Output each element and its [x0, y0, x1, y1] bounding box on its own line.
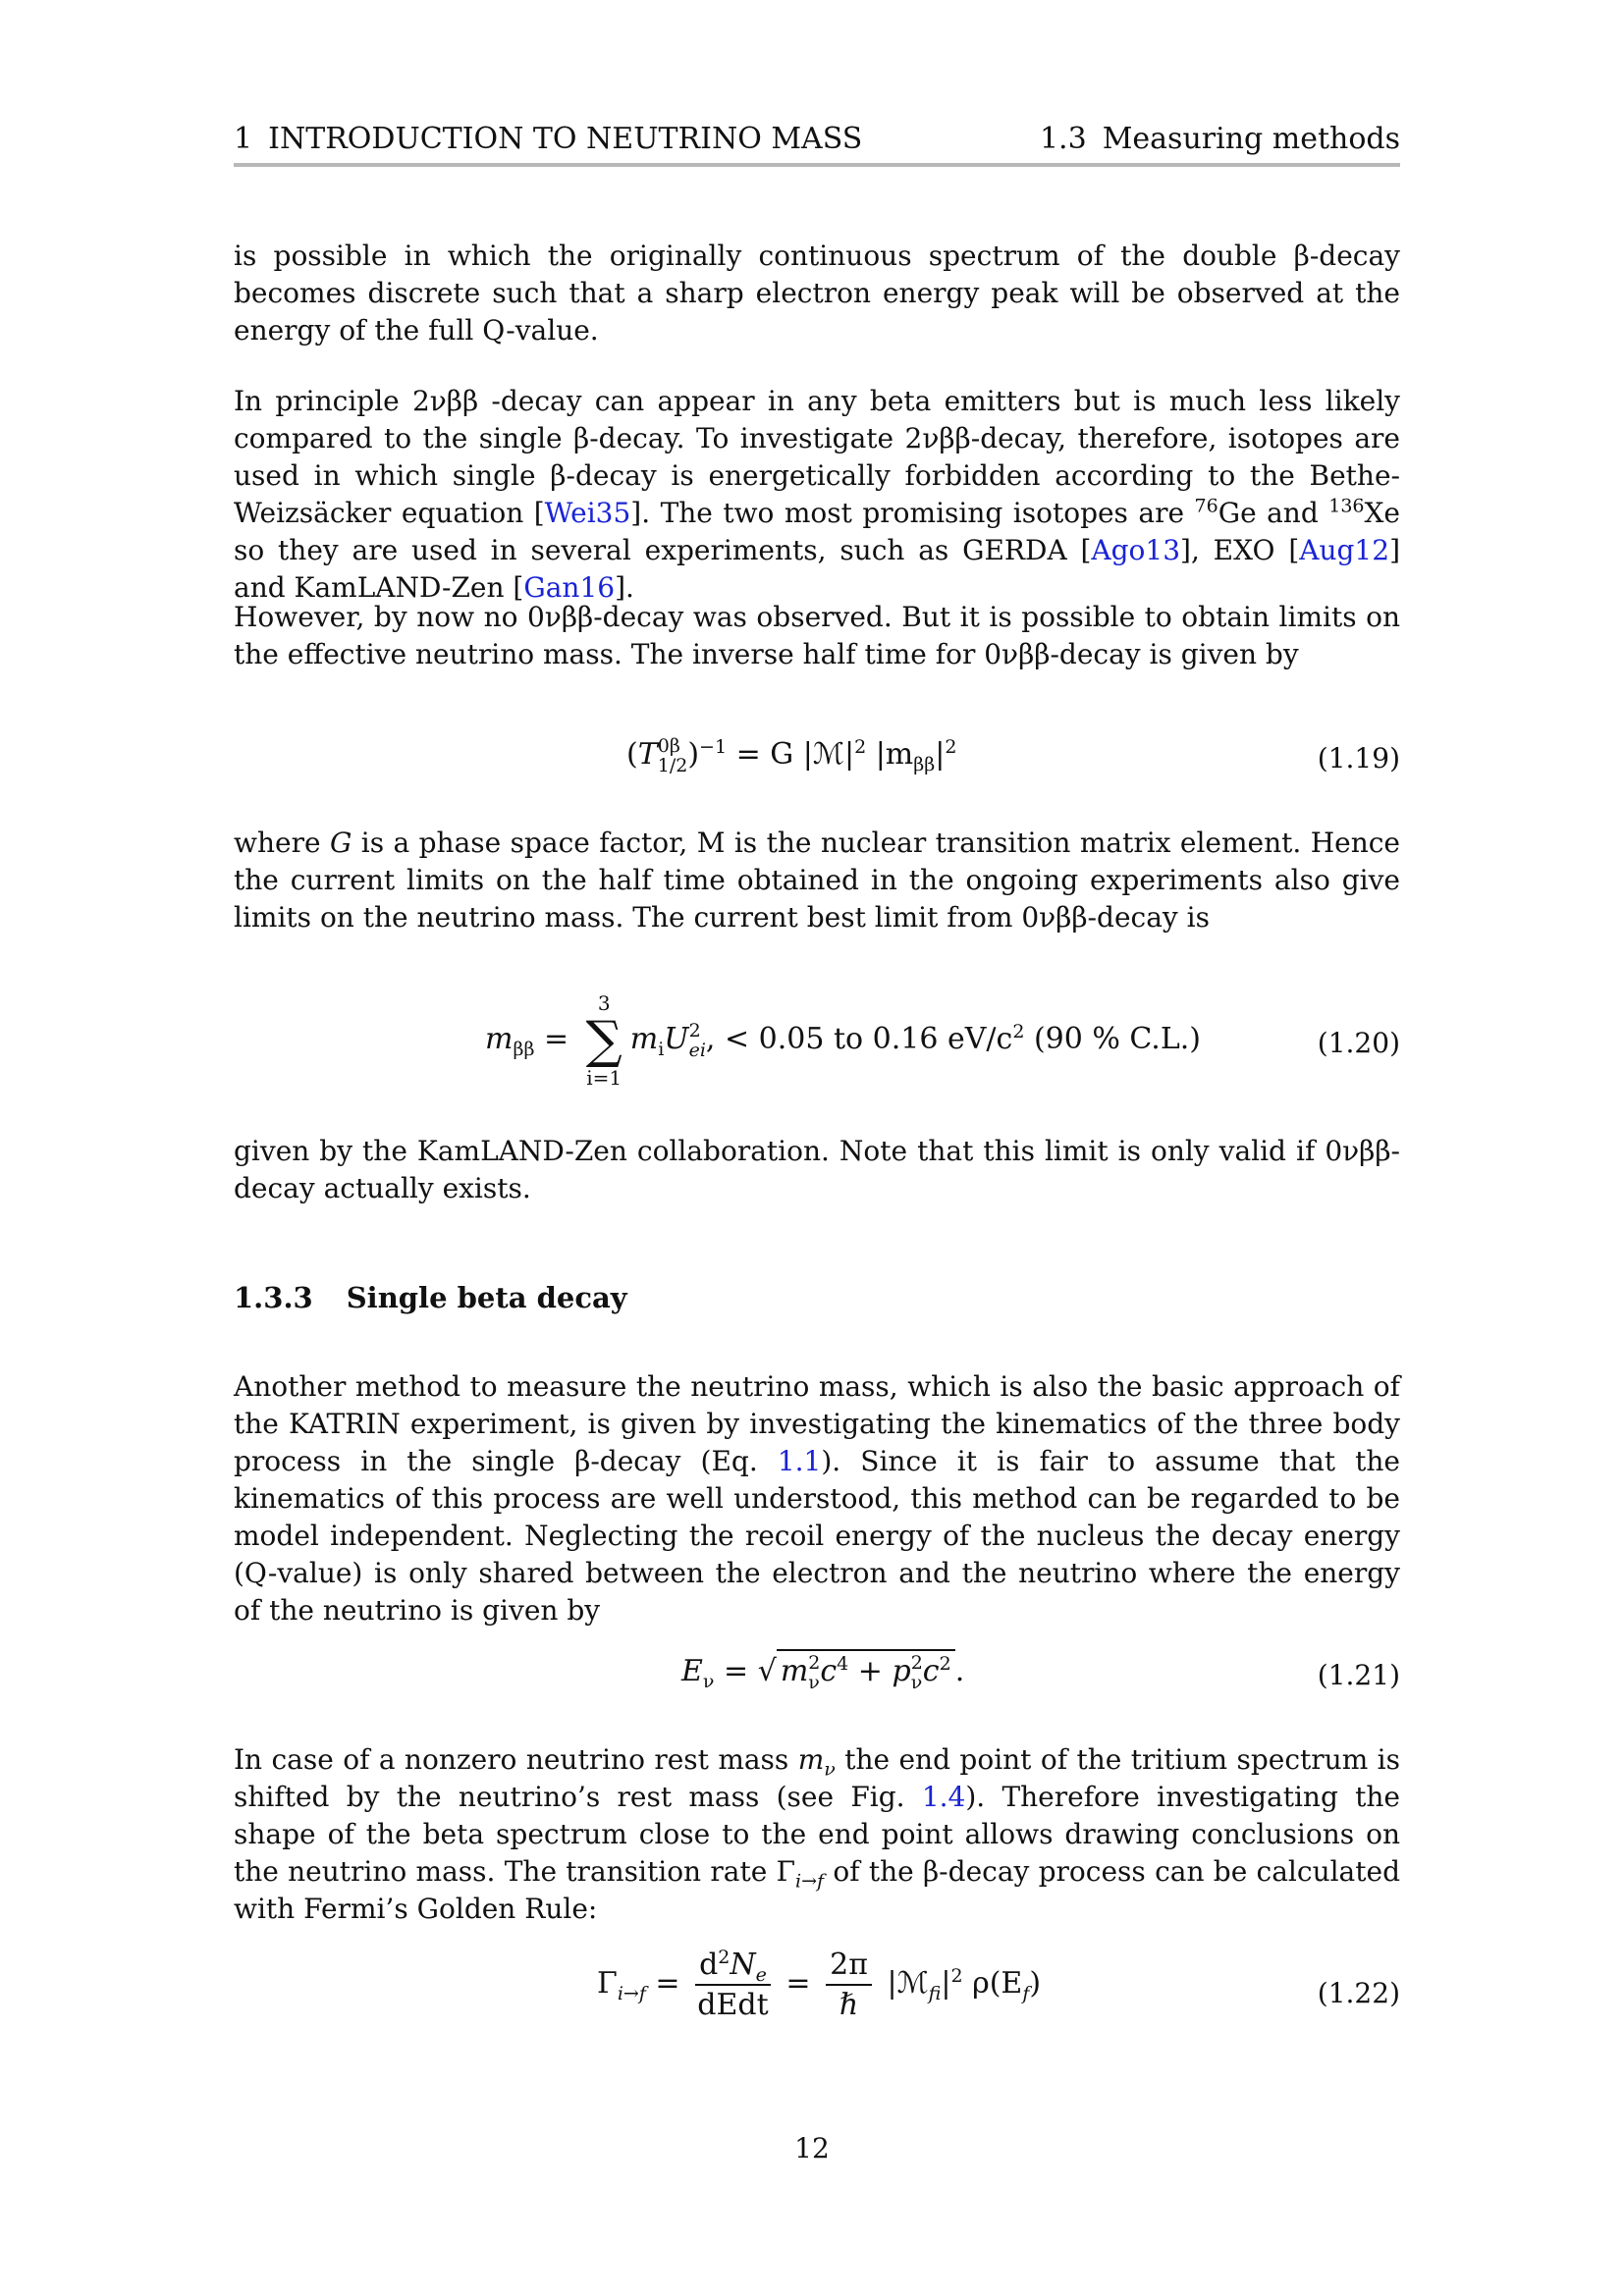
- eq122-d-sup: 2: [718, 1947, 731, 1968]
- eq122-paren-close: ): [1029, 1966, 1042, 2001]
- eq119-exponent: −1: [699, 736, 728, 758]
- eq119-bar: |: [935, 737, 946, 772]
- sum-upper-limit: 3: [597, 991, 611, 1015]
- eq120-U-sup: 2: [688, 1020, 701, 1041]
- p6-text-2: ). Since it is fair to assume that the kinematics of this process are well understood, this method can be regarded to be model independent. Neglecting the recoil energy of the nucleus the decay energy (Q-value) is only shared between the electron and the neutrino where the energy of the neutrino is given by: [234, 1445, 1400, 1627]
- eq120-U-scripts: [689, 1021, 706, 1060]
- sqrt-sign: √: [757, 1654, 777, 1688]
- eq122-matrix-sub: fi: [928, 1983, 942, 2004]
- eq120-U-sub: ei: [688, 1040, 706, 1061]
- sum-lower-limit: i=1: [586, 1066, 623, 1090]
- eq121-c1-sup: 4: [837, 1653, 849, 1675]
- figure-ref-1-4[interactable]: 1.4: [921, 1781, 966, 1813]
- equation-number-1-21: (1.21): [1317, 1659, 1400, 1691]
- p7-text-3: ). Therefore investigating the shape of the beta spectrum close to the end point allows drawing conclusions on the neutrino mass. The transition rate: [234, 1781, 1400, 1888]
- p2-text-4: ] and KamLAND-Zen [: [234, 534, 1400, 604]
- eq121-E: E: [681, 1654, 703, 1688]
- eq122-N: N: [730, 1948, 756, 1982]
- paragraph-5: given by the KamLAND-Zen collaboration. Note that this limit is only valid if 0νββ-decay actually exists.: [234, 1135, 1400, 1204]
- eq120-mi-sub: i: [658, 1039, 665, 1060]
- fraction-2-numerator: 2π: [826, 1948, 872, 1986]
- fraction-2-denominator: ℏ: [839, 1988, 859, 2022]
- p7-text-2: the end point of the tritium spectrum is shifted by the neutrino’s rest mass (see Fig.: [234, 1743, 1400, 1813]
- p7-gamma-sub: i→f: [795, 1870, 825, 1893]
- running-header: [234, 120, 1400, 167]
- eq122-equals-1: =: [645, 1966, 690, 2001]
- ge-mass-number: 76: [1194, 495, 1218, 517]
- eq119-square-1: 2: [854, 736, 867, 758]
- equation-1-19-body: [626, 736, 956, 775]
- subsection-number: 1.3.3: [234, 1281, 313, 1314]
- eq121-p-sup: 2: [910, 1652, 923, 1674]
- p7-text-4: of the β-decay process can be calculated with Fermi’s Golden Rule:: [234, 1855, 1400, 1925]
- eq122-matrix-sup: 2: [950, 1965, 963, 1987]
- equation-1-20: [234, 991, 1400, 1099]
- section-title: Measuring methods: [1102, 122, 1400, 156]
- section-number: 1.3: [1039, 122, 1087, 156]
- eq122-rho-sub: f: [1022, 1983, 1030, 2004]
- eq120-equals: =: [534, 1022, 578, 1056]
- eq120-U: U: [664, 1022, 689, 1056]
- eq121-period: .: [954, 1654, 965, 1688]
- equation-1-19: [234, 736, 1400, 795]
- equation-number-1-20: (1.20): [1317, 1027, 1400, 1059]
- paragraph-7: [234, 1741, 1400, 1928]
- eq122-matrix: |ℳ: [877, 1966, 929, 2001]
- eq121-p: p: [892, 1654, 911, 1688]
- p2-text-1: In principle 2νββ -decay can appear in any beta emitters but is much less likely compared to the single β-decay. To investigate 2νββ-decay, therefore, isotopes are used in which single β-decay is energetically forbidden according to the Bethe-Weizsäcker equation [: [234, 385, 1400, 529]
- sqrt-radicand: [777, 1649, 955, 1692]
- eq122-rho: ρ(E: [962, 1966, 1023, 2001]
- eq120-m: m: [485, 1022, 514, 1056]
- eq121-m-sub: ν: [808, 1672, 820, 1693]
- eq122-gamma-sub: i→f: [617, 1983, 646, 2004]
- p7-m-sub: ν: [824, 1758, 836, 1781]
- p7-m: m: [797, 1743, 825, 1776]
- eq119-T-scripts: [658, 736, 688, 775]
- eq119-T: T: [637, 737, 658, 772]
- eq119-m: |m: [866, 737, 914, 772]
- equation-1-21: [234, 1649, 1400, 1708]
- header-chapter: [234, 120, 862, 159]
- equation-1-21-body: [681, 1649, 964, 1692]
- eq121-equals: =: [714, 1654, 758, 1688]
- p2-text-2: ]. The two most promising isotopes are: [630, 497, 1195, 529]
- eq121-E-sub: ν: [702, 1671, 715, 1692]
- xe-mass-number: 136: [1328, 495, 1365, 517]
- fraction-1-denominator: dEdt: [697, 1988, 769, 2022]
- paragraph-3: However, by now no 0νββ-decay was observed. But it is possible to obtain limits on the effective neutrino mass. The inverse half time for 0νββ-decay is given by: [234, 601, 1400, 670]
- chapter-number: 1: [234, 122, 253, 156]
- p2-text-3: ], EXO [: [1180, 534, 1300, 566]
- eq122-equals-2: =: [776, 1966, 821, 2001]
- eq120-m-sub: ββ: [513, 1039, 535, 1060]
- citation-gan16[interactable]: Gan16: [523, 571, 616, 604]
- p7-text-1: In case of a nonzero neutrino rest mass: [234, 1743, 798, 1776]
- citation-aug12[interactable]: Aug12: [1299, 534, 1390, 566]
- sum-operator: [586, 991, 623, 1090]
- eq121-m-sup: 2: [808, 1652, 821, 1674]
- equation-1-22-body: [597, 1948, 1041, 2022]
- eq121-p-scripts: [911, 1653, 923, 1692]
- eq122-gamma: Γ: [597, 1966, 618, 2001]
- eq119-T-sup: 0β: [657, 735, 680, 757]
- fraction-1-numerator: [695, 1948, 771, 1986]
- equation-number-1-19: (1.19): [1317, 742, 1400, 774]
- eq119-paren-open: (: [626, 737, 638, 772]
- paragraph-1: is possible in which the originally continuous spectrum of the double β-decay becomes discrete such that a sharp electron energy peak will be observed at the energy of the full Q-value.: [234, 240, 1400, 347]
- eq120-mi: m: [629, 1022, 659, 1056]
- eq119-paren-close: ): [687, 737, 700, 772]
- eq121-c2: c: [922, 1654, 940, 1688]
- paragraph-6: [234, 1368, 1400, 1629]
- eq119-m-sub: ββ: [913, 754, 936, 775]
- eq120-confidence: (90 % C.L.): [1024, 1022, 1201, 1056]
- eq121-c1: c: [820, 1654, 838, 1688]
- paragraph-4: [234, 825, 1400, 936]
- page-number: 12: [794, 2132, 830, 2164]
- eq119-rhs: = G |ℳ|: [727, 737, 855, 772]
- eq121-plus: +: [848, 1654, 893, 1688]
- subsection-heading: [234, 1278, 1400, 1317]
- p4-text-1: where: [234, 827, 330, 859]
- eq120-limit: , < 0.05 to 0.16 eV/c: [705, 1022, 1013, 1056]
- p7-gamma: Γ: [776, 1855, 796, 1888]
- equation-1-22: [234, 1948, 1400, 2046]
- eq121-p-sub: ν: [910, 1672, 923, 1693]
- p6-text-1: Another method to measure the neutrino mass, which is also the basic approach of the KATRIN experiment, is given by investigating the kinematics of the three body process in the single β-decay (Eq.: [234, 1370, 1400, 1477]
- p2-text-5: ].: [615, 571, 634, 604]
- equation-1-20-body: [485, 991, 1201, 1090]
- equation-number-1-22: (1.22): [1317, 1977, 1400, 2009]
- sum-sigma: ∑: [585, 1011, 623, 1070]
- eq122-bar: |: [941, 1966, 951, 2001]
- eq121-m-scripts: [808, 1653, 820, 1692]
- equation-ref-1-1[interactable]: 1.1: [777, 1445, 822, 1477]
- p4-G: G: [329, 827, 352, 859]
- eq122-d: d: [699, 1948, 719, 1982]
- fraction-2pi-hbar: [826, 1948, 872, 2022]
- p2-ge: Ge and: [1218, 497, 1329, 529]
- p4-text-2: is a phase space factor, M is the nuclear transition matrix element. Hence the current limits on the half time obtained in the ongoing experiments also give limits on the neutrino mass. The current best limit from 0νββ-decay is: [234, 827, 1400, 934]
- eq121-c2-sup: 2: [939, 1653, 951, 1675]
- fraction-d2N-dEdt: [695, 1948, 771, 2022]
- paragraph-2: [234, 383, 1400, 607]
- citation-wei35[interactable]: Wei35: [544, 497, 631, 529]
- p2-xe: Xe so they are used in several experiments, such as GERDA [: [234, 497, 1401, 566]
- eq122-N-sub: e: [755, 1964, 767, 1986]
- eq119-T-sub: 1/2: [657, 755, 688, 776]
- citation-ago13[interactable]: Ago13: [1091, 534, 1181, 566]
- eq121-m: m: [780, 1654, 809, 1688]
- subsection-title: Single beta decay: [346, 1281, 627, 1314]
- chapter-title: INTRODUCTION TO NEUTRINO MASS: [268, 122, 863, 156]
- eq120-c-square: 2: [1012, 1021, 1025, 1042]
- eq119-square-2: 2: [945, 736, 957, 758]
- header-section: [1040, 120, 1400, 159]
